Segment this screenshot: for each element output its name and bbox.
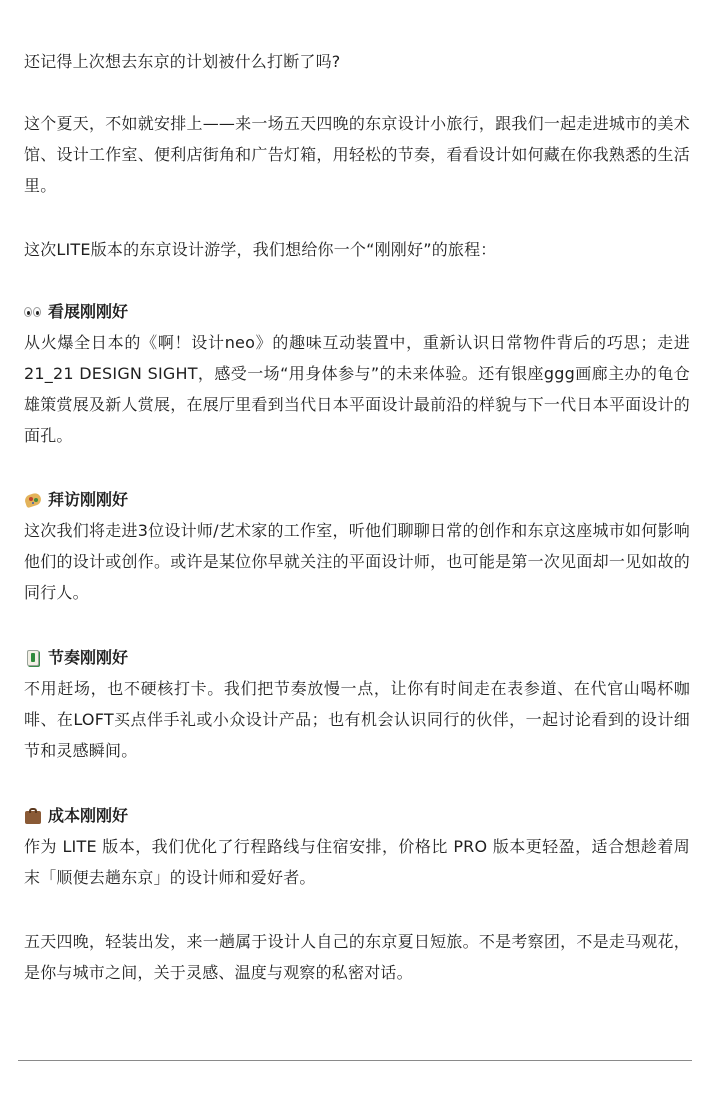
section-heading — [24, 642, 690, 673]
section-pace — [24, 642, 690, 766]
palette-icon — [24, 491, 42, 509]
section-visit — [24, 484, 690, 608]
mahjong-tile-icon — [24, 649, 42, 667]
section-heading — [24, 296, 690, 327]
section-cost — [24, 800, 690, 893]
section-title: 成本刚刚好 — [48, 806, 129, 825]
bag-icon — [24, 807, 42, 825]
section-title: 拜访刚刚好 — [48, 490, 129, 509]
section-body: 不用赶场，也不硬核打卡。我们把节奏放慢一点，让你有时间走在表参道、在代官山喝杯咖啡、在LOFT买点伴手礼或小众设计产品；也有机会认识同行的伙伴，一起讨论看到的设计细节和灵感瞬间。 — [24, 679, 690, 760]
section-body: 作为 LITE 版本，我们优化了行程路线与住宿安排，价格比 PRO 版本更轻盈，适合想趁着周末「顺便去趟东京」的设计师和爱好者。 — [24, 837, 690, 887]
section-title: 节奏刚刚好 — [48, 648, 129, 667]
section-title: 看展刚刚好 — [48, 302, 129, 321]
intro-lead: 这次LITE版本的东京设计游学，我们想给你一个“刚刚好”的旅程： — [24, 240, 497, 259]
section-body: 从火爆全日本的《啊！设计neo》的趣味互动装置中，重新认识日常物件背后的巧思；走进21_21 DESIGN SIGHT，感受一场“用身体参与”的未来体验。还有银座ggg画廊主办的龟仓雄策赏展及新人赏展，在展厅里看到当代日本平面设计最前沿的样貌与下一代日本平面设计的面孔。 — [24, 333, 690, 445]
intro-question: 还记得上次想去东京的计划被什么打断了吗? — [24, 52, 341, 71]
eyes-icon — [24, 303, 42, 321]
section-body: 这次我们将走进3位设计师/艺术家的工作室，听他们聊聊日常的创作和东京这座城市如何影响他们的设计或创作。或许是某位你早就关注的平面设计师，也可能是第一次见面却一见如故的同行人。 — [24, 521, 690, 602]
bottom-divider — [18, 1060, 692, 1061]
section-heading — [24, 484, 690, 515]
section-exhibition — [24, 296, 690, 451]
outro-paragraph: 五天四晚，轻装出发，来一趟属于设计人自己的东京夏日短旅。不是考察团，不是走马观花，是你与城市之间，关于灵感、温度与观察的私密对话。 — [24, 932, 690, 982]
section-heading — [24, 800, 690, 831]
intro-paragraph: 这个夏天，不如就安排上——来一场五天四晚的东京设计小旅行，跟我们一起走进城市的美术馆、设计工作室、便利店街角和广告灯箱，用轻松的节奏，看看设计如何藏在你我熟悉的生活里。 — [24, 114, 690, 195]
